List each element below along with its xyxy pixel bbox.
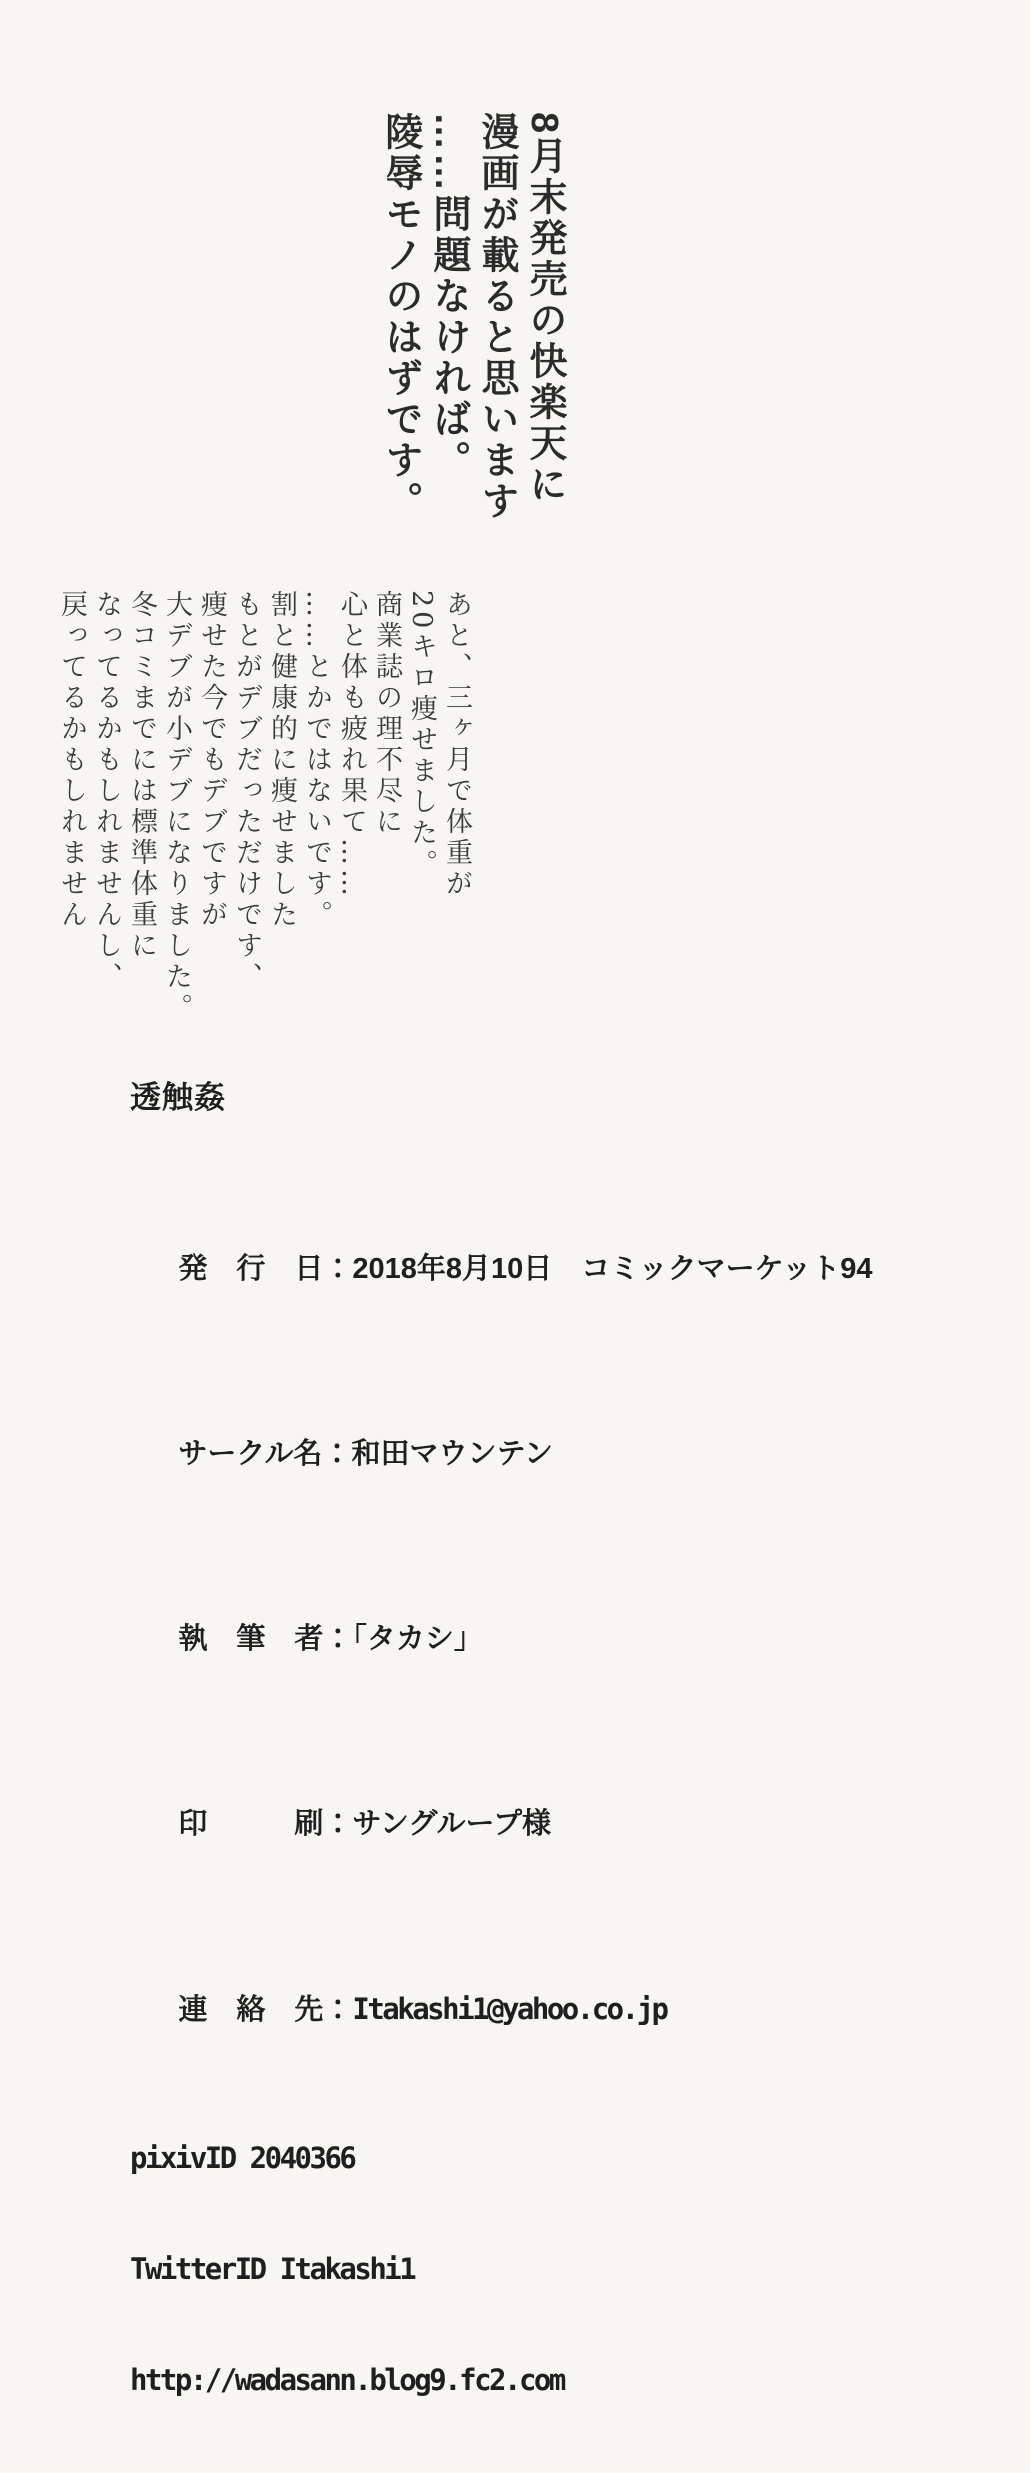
publish-date-value: 2018年8月10日 コミックマーケット94 bbox=[352, 1253, 873, 1285]
book-title: 透触姦 bbox=[130, 1080, 226, 1115]
twitter-id-line: TwitterID Itakashi1 bbox=[130, 2252, 415, 2286]
announcement-column-4: 陵辱モノのはずです。 bbox=[379, 112, 421, 522]
colophon bbox=[130, 1140, 873, 2473]
pixiv-id-line: pixivID 2040366 bbox=[130, 2141, 355, 2175]
contact-label: 連 絡 先： bbox=[178, 1994, 353, 2026]
afterword-column-8: 痩せた今でもデブですが bbox=[196, 590, 227, 931]
afterword-column-12: 戻ってるかもしれません bbox=[56, 590, 87, 931]
afterword-column-5: ……とかではないです。 bbox=[301, 590, 332, 931]
announcement-text bbox=[376, 112, 568, 537]
printer-label: 印 刷： bbox=[178, 1808, 353, 1840]
author-label: 執 筆 者： bbox=[178, 1623, 353, 1655]
contact-row bbox=[130, 1954, 873, 2066]
announcement-column-2: 漫画が載ると思います bbox=[475, 112, 517, 522]
announcement-column-1: 8月末発売の快楽天に bbox=[523, 112, 565, 506]
afterword-column-4: 心と体も疲れ果て…… bbox=[336, 590, 367, 900]
circle-name-row bbox=[130, 1399, 873, 1510]
publish-date-label: 発 行 日： bbox=[178, 1253, 353, 1285]
afterword-column-9: 大デブが小デブになりました。 bbox=[161, 590, 192, 1024]
circle-name-value: 和田マウンテン bbox=[351, 1438, 554, 1470]
circle-name-label: サークル名： bbox=[178, 1438, 352, 1470]
afterword-text bbox=[54, 590, 474, 1045]
announcement-column-3: ……問題なければ。 bbox=[427, 112, 469, 481]
afterword-column-10: 冬コミまでには標準体重に bbox=[126, 590, 157, 962]
afterword-column-11: なってるかもしれませんし、 bbox=[91, 590, 122, 993]
afterword-column-3: 商業誌の理不尽に bbox=[371, 590, 402, 838]
author-row bbox=[130, 1584, 873, 1695]
printer-value: サングループ様 bbox=[352, 1808, 552, 1840]
afterword-column-6: 割と健康的に痩せました bbox=[266, 590, 297, 931]
contact-email-value: Itakashi1@yahoo.co.jp bbox=[352, 1992, 667, 2026]
afterword-column-1: あと、三ヶ月で体重が bbox=[441, 590, 472, 900]
printer-row bbox=[130, 1769, 873, 1880]
author-value: 「タカシ」 bbox=[352, 1623, 483, 1655]
publish-date-row bbox=[130, 1214, 873, 1325]
afterword-column-7: もとがデブだっただけです、 bbox=[231, 590, 262, 993]
afterword-column-2: 20キロ痩せました。 bbox=[406, 590, 437, 881]
blog-url-line: http://wadasann.blog9.fc2.com bbox=[130, 2363, 564, 2397]
